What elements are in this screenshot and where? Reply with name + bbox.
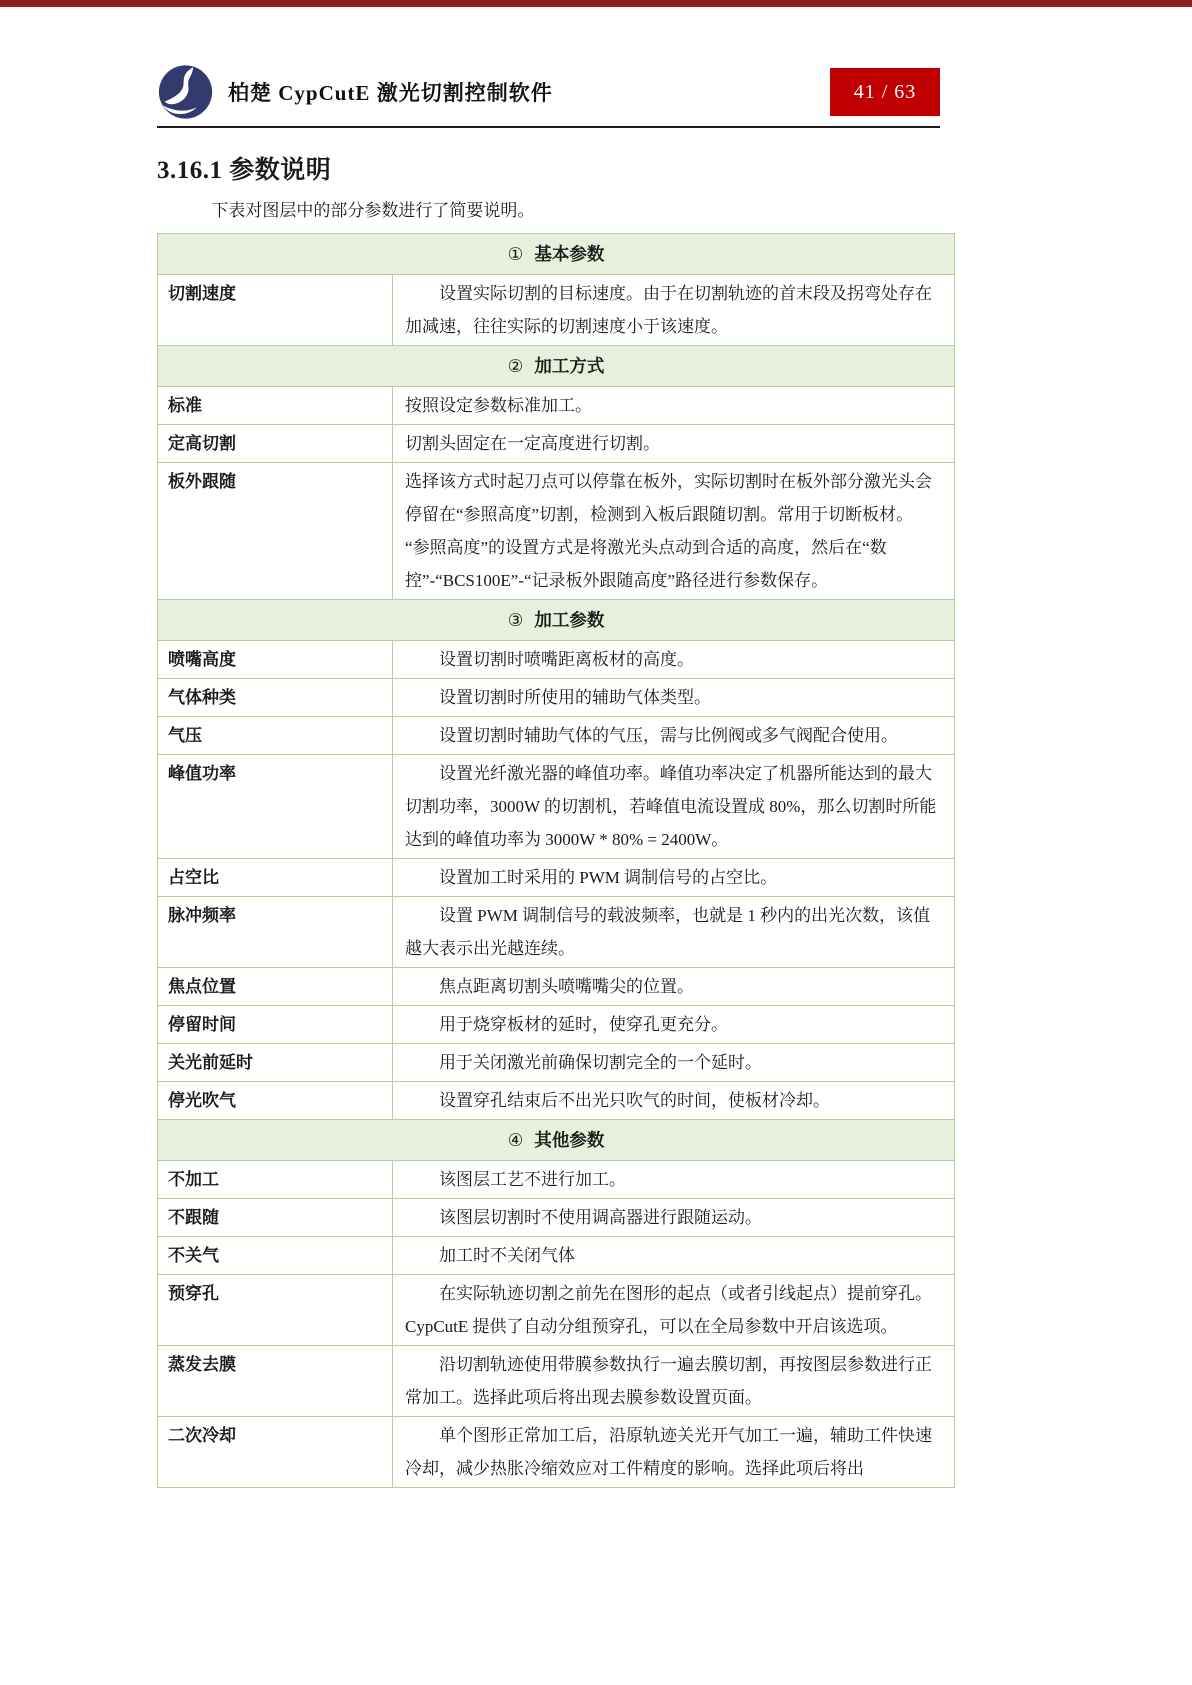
row-standard xyxy=(158,386,954,424)
param-desc-text: 设置穿孔结束后不出光只吹气的时间，使板材冷却。 xyxy=(439,1091,830,1110)
param-desc-text: 设置实际切割的目标速度。由于在切割轨迹的首末段及拐弯处存在加减速，往往实际的切割速度小于该速度。 xyxy=(405,284,932,336)
param-desc xyxy=(393,1275,954,1345)
section-header-other-parameters xyxy=(158,1119,954,1160)
param-name: 预穿孔 xyxy=(158,1275,393,1345)
section-title: 加工参数 xyxy=(534,610,605,630)
param-desc-text: 单个图形正常加工后，沿原轨迹关光开气加工一遍，辅助工件快速冷却，减少热胀冷缩效应对工件精度的影响。选择此项后将出 xyxy=(405,1426,932,1478)
param-desc-text: 设置光纤激光器的峰值功率。峰值功率决定了机器所能达到的最大切割功率，3000W 的切割机，若峰值电流设置成 80%，那么切割时所能达到的峰值功率为 3000W * 80% = 2400W。 xyxy=(405,764,937,849)
param-name: 二次冷却 xyxy=(158,1417,393,1487)
param-desc-text: 用于关闭激光前确保切割完全的一个延时。 xyxy=(439,1053,762,1072)
page-number-badge: 41 / 63 xyxy=(830,68,940,116)
param-desc-text: 切割头固定在一定高度进行切割。 xyxy=(405,434,660,453)
param-desc xyxy=(393,1237,954,1274)
parameters-table xyxy=(157,233,955,1488)
param-desc xyxy=(393,1006,954,1043)
param-name: 喷嘴高度 xyxy=(158,641,393,678)
row-focus-position xyxy=(158,967,954,1005)
param-name: 标准 xyxy=(158,387,393,424)
section-header-basic-parameters xyxy=(158,234,954,274)
param-name: 定高切割 xyxy=(158,425,393,462)
intro-text: 下表对图层中的部分参数进行了简要说明。 xyxy=(211,201,535,220)
param-desc xyxy=(393,755,954,858)
param-name: 占空比 xyxy=(158,859,393,896)
bochu-logo-icon xyxy=(157,63,214,121)
param-name: 停光吹气 xyxy=(158,1082,393,1119)
param-desc-text: 该图层切割时不使用调高器进行跟随运动。 xyxy=(439,1208,762,1227)
document-page xyxy=(157,7,955,1488)
param-desc-text: 设置切割时所使用的辅助气体类型。 xyxy=(439,688,711,707)
section-number: ② xyxy=(507,356,524,376)
param-desc-text: 选择该方式时起刀点可以停靠在板外，实际切割时在板外部分激光头会停留在“参照高度”切割，检测到入板后跟随切割。常用于切断板材。 xyxy=(405,472,932,524)
row-no-processing xyxy=(158,1160,954,1198)
param-desc xyxy=(393,968,954,1005)
section-number: ① xyxy=(507,244,524,264)
row-cutting-speed xyxy=(158,274,954,345)
param-desc xyxy=(393,679,954,716)
section-header-processing-parameters xyxy=(158,599,954,640)
row-laser-off-delay xyxy=(158,1043,954,1081)
param-name: 脉冲频率 xyxy=(158,897,393,967)
param-desc xyxy=(393,1044,954,1081)
section-header-processing-mode xyxy=(158,345,954,386)
param-desc xyxy=(393,1199,954,1236)
param-name: 停留时间 xyxy=(158,1006,393,1043)
param-desc xyxy=(393,1082,954,1119)
row-nozzle-height xyxy=(158,640,954,678)
section-title: 基本参数 xyxy=(534,244,605,264)
param-name: 焦点位置 xyxy=(158,968,393,1005)
param-name: 不跟随 xyxy=(158,1199,393,1236)
param-name: 不加工 xyxy=(158,1161,393,1198)
param-desc xyxy=(393,387,954,424)
param-desc xyxy=(393,859,954,896)
param-name: 板外跟随 xyxy=(158,463,393,599)
param-desc-text-2: “参照高度”的设置方式是将激光头点动到合适的高度，然后在“数控”-“BCS100E”-“记录板外跟随高度”路径进行参数保存。 xyxy=(405,538,887,590)
param-desc-text: 用于烧穿板材的延时，使穿孔更充分。 xyxy=(439,1015,728,1034)
param-name: 不关气 xyxy=(158,1237,393,1274)
row-blow-without-laser xyxy=(158,1081,954,1119)
param-desc-text: 在实际轨迹切割之前先在图形的起点（或者引线起点）提前穿孔。CypCutE 提供了自动分组预穿孔，可以在全局参数中开启该选项。 xyxy=(405,1284,932,1336)
param-desc xyxy=(393,897,954,967)
param-desc-text: 设置切割时喷嘴距离板材的高度。 xyxy=(439,650,694,669)
param-name: 气体种类 xyxy=(158,679,393,716)
row-fixed-height-cutting xyxy=(158,424,954,462)
row-no-gas-off xyxy=(158,1236,954,1274)
param-desc-text: 设置切割时辅助气体的气压，需与比例阀或多气阀配合使用。 xyxy=(439,726,898,745)
param-desc-text: 加工时不关闭气体 xyxy=(439,1246,575,1265)
param-desc xyxy=(393,1161,954,1198)
row-gas-type xyxy=(158,678,954,716)
param-desc-text: 沿切割轨迹使用带膜参数执行一遍去膜切割，再按图层参数进行正常加工。选择此项后将出现去膜参数设置页面。 xyxy=(405,1355,932,1407)
param-desc-text: 该图层工艺不进行加工。 xyxy=(439,1170,626,1189)
param-desc-text: 设置 PWM 调制信号的载波频率，也就是 1 秒内的出光次数，该值越大表示出光越连续。 xyxy=(405,906,931,958)
row-evaporate-film-removal xyxy=(158,1345,954,1416)
row-off-plate-follow xyxy=(158,462,954,599)
row-dwell-time xyxy=(158,1005,954,1043)
param-name: 关光前延时 xyxy=(158,1044,393,1081)
param-desc-text: 按照设定参数标准加工。 xyxy=(405,396,592,415)
param-desc xyxy=(393,275,954,345)
row-peak-power xyxy=(158,754,954,858)
param-name: 蒸发去膜 xyxy=(158,1346,393,1416)
section-heading: 3.16.1 参数说明 xyxy=(157,157,332,184)
param-desc xyxy=(393,463,954,599)
row-duty-cycle xyxy=(158,858,954,896)
section-number: ③ xyxy=(507,610,524,630)
param-desc-text: 设置加工时采用的 PWM 调制信号的占空比。 xyxy=(439,868,778,887)
header-divider xyxy=(157,126,940,128)
row-pre-piercing xyxy=(158,1274,954,1345)
top-edge-strip xyxy=(0,0,1192,7)
param-desc-text: 焦点距离切割头喷嘴嘴尖的位置。 xyxy=(439,977,694,996)
document-header xyxy=(157,62,955,122)
section-title: 加工方式 xyxy=(534,356,605,376)
param-desc xyxy=(393,1417,954,1487)
param-name: 气压 xyxy=(158,717,393,754)
section-number: ④ xyxy=(507,1130,524,1150)
row-no-follow xyxy=(158,1198,954,1236)
param-name: 切割速度 xyxy=(158,275,393,345)
param-desc xyxy=(393,641,954,678)
row-pulse-frequency xyxy=(158,896,954,967)
document-title: 柏楚 CypCutE 激光切割控制软件 xyxy=(228,81,553,105)
param-desc xyxy=(393,717,954,754)
section-title: 其他参数 xyxy=(534,1130,605,1150)
param-name: 峰值功率 xyxy=(158,755,393,858)
row-gas-pressure xyxy=(158,716,954,754)
param-desc xyxy=(393,425,954,462)
param-desc xyxy=(393,1346,954,1416)
row-secondary-cooling xyxy=(158,1416,954,1487)
